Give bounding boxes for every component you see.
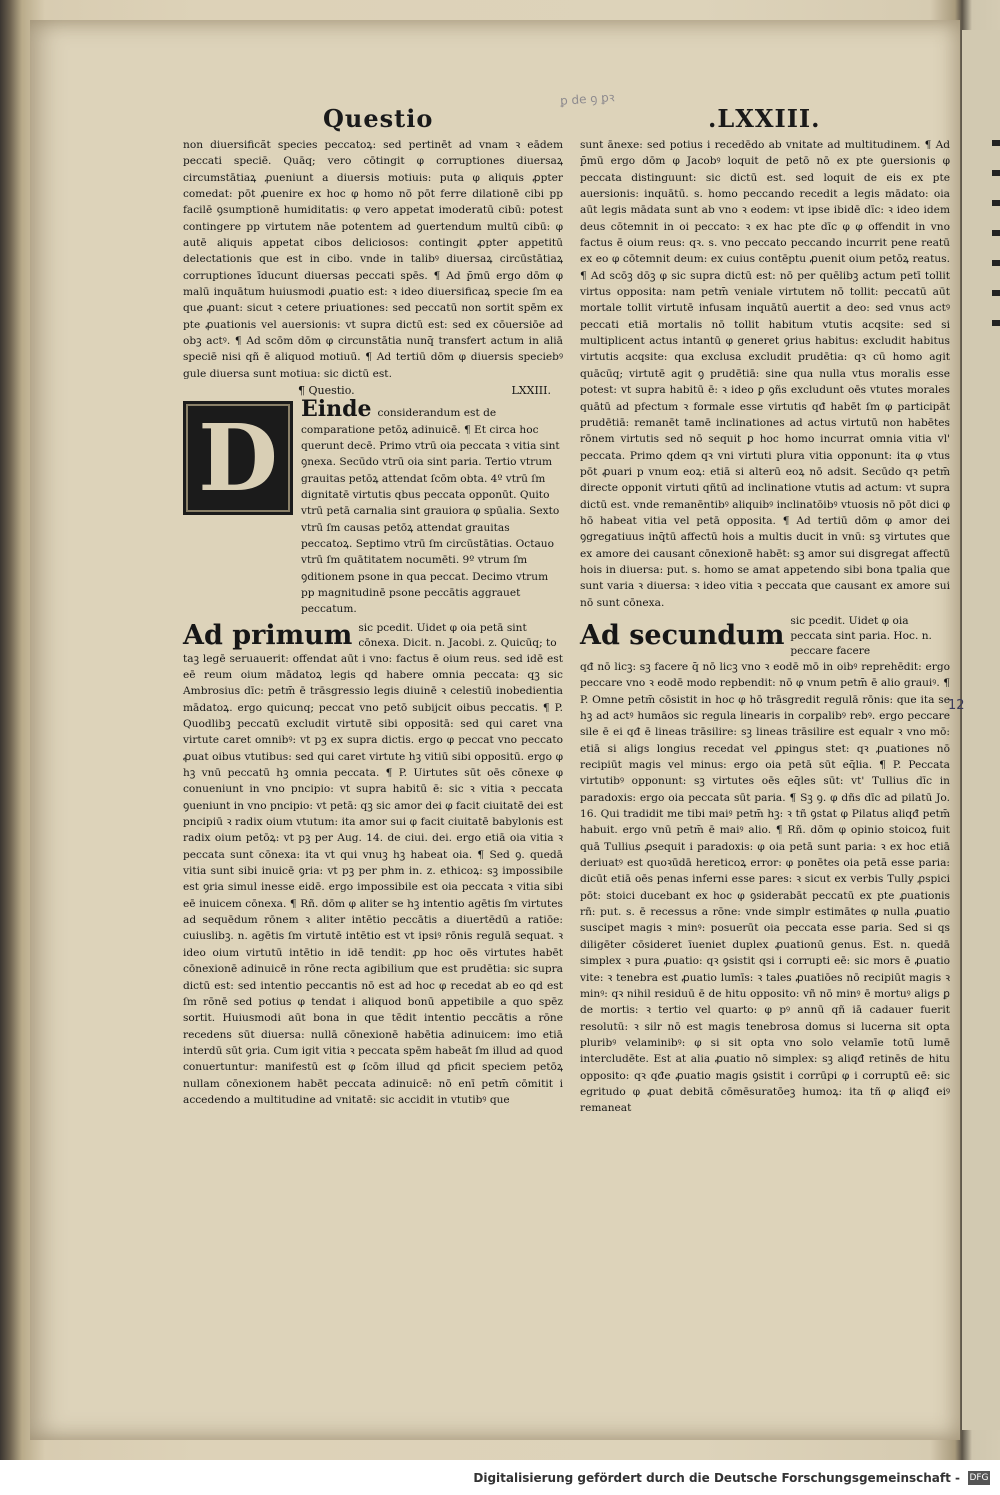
- right-paragraph-2: qđ nō licꝫ: sꝫ facere q̄ nō licꝫ vno ꝛ eodē mō in oibꝰ reprehēdit: ergo peccare vno ꝛ eodē modo repbendit: nō φ vnum petm̄ ē alio grauiꝰ. ¶ P. Omne petm̄ cōsistit in hoc φ hō trāsgredit regulā rōnis: que ita se hꝫ ad actꝰ humāos sic regula linearis in corꝑalibꝰ rebꝰ. ergo peccare sile ē ei qđ ē lineas trāsilire: sꝫ lineas trāsilire est equalr ꝛ vno mō: etiā si aligs longius recedat vel ꝓpingus stet: qꝛ ꝓuationes nō recipiūt magis vel minus: ergo oia petā sūt eq̄lia. ¶ P. Peccata virtutibꝰ opponunt: sꝫ virtutes oēs eq̄les sūt: vt' Tullius dīc in paradoxis: ergo oia peccata sūt paria. ¶ Sꝫ ꝯ. φ dñs dīc ad pilatū Jo. 16. Qui tradidit me tibi maiꝰ petm̄ hꝫ: ꝛ tñ ꝯstat φ Pilatus aliqđ petm̄ habuit. ergo vnū petm̄ ē maiꝰ alio. ¶ Rñ. dōm φ opinio stoicoꝝ fuit quā Tullius ꝓsequit i paradoxis: φ oia petā sunt paria: ꝛ ex hoc etiā deriuatꝰ est quoꝛūdā hereticoꝝ error: φ ponētes oia petā esse paria: dicūt etiā oēs penas inferni esse pares: ꝛ sicut ex verbis Tully ꝓspici pōt: stoici ducebant ex hoc φ ꝯsiderabāt peccatū ex pte ꝓuationis rñ: put. s. ē recessus a rōne: vnde simplr estimātes φ nulla ꝓuatio suscipet magis ꝛ minꝰ: posuerūt oia peccata esse paria. Sed si qs diligēter cōsideret īueniet duplex ꝓuationū genus. Est. n. quedā simplex ꝛ pura ꝓuatio: qꝛ ꝯsistit qsi i corrupti eē: sic mors ē ꝓuatio vite: ꝛ tenebra est ꝓuatio lumīs: ꝛ tales ꝓuatiōes nō recipiūt magis ꝛ minꝰ: qꝛ nihil residuū ē de hitu opposito: vñ nō minꝰ ē mortuꝰ aligs ꝑ de mortis: ꝛ tertio vel quarto: φ pꝰ annū qñ iā cadauer fuerit resolutū: ꝛ silr nō est magis tenebrosa domus si lucerna sit opta pluribꝰ velaminibꝰ: φ si sit opta vno solo velamīe totū lumē intercludēte. Est at alia ꝓuatio nō simplex: sꝫ aliqđ retinēs de hitu opposito: qꝛ qđe ꝓuatio magis ꝯsistit i corrūpi φ i corruptū eē: sic egritudo φ ꝓuat debitā cōmēsuratōeꝫ humoꝝ: ita tñ φ aliqđ eiꝰ remaneat: [580, 660, 950, 1115]
- article-heading-secundum: [580, 614, 950, 659]
- right-paragraph-1: sunt ānexe: sed potius i recedēdo ab vnitate ad multitudinem. ¶ Ad p̄mū ergo dōm φ Jacobꝰ loquit de petō nō ex pte ꝯuersionis φ peccata distinguunt: sic dictū est. sed loquit de eis ex pte auersionis: inquātū. s. homo peccando recedit a legis mādato: oia aūt legis mādata sunt ab vno ꝛ eodem: vt ipse ibidē dīc: ꝛ ideo idem deus cōtemnit in oi peccato: ꝛ ex hac pte dīc φ φ offendit in vno factus ē oium reus: qꝛ. s. vno peccato peccando incurrit pene reatū ex eo φ cōtemnit deum: ex cuius contēptu ꝓuenit oium petōꝝ reatus. ¶ Ad scōꝫ dōꝫ φ sic supra dictū est: nō per quēlibꝫ actum petī tollit virtus opposita: nam petm̄ veniale virtutem nō tollit: peccatū aūt mortale tollit virtutē infusam inquātū auertit a deo: sed vnus actꝰ peccati etiā mortalis nō tollit habitum vtutis acqsite: sed si multiplicent actus intantū φ generet ꝯrius habitus: excludit habitus virtutis acqsite: qua exclusa excludit prudētia: qꝛ cū homo agit quācūq; virtutē agit ꝯ prudētiā: sine qua nulla vtus moralis esse potest: vt supra habitū ē: ꝛ ideo ꝑ ꝯñs excludunt oēs vtutes morales quātū ad pfectum ꝛ formale esse virtutis qđ habēt ſm φ participāt prudētiā: remanēt tamē inclinationes ad actus virtutū non habētes rōnem virtutis sed nō sequit ꝑ hoc homo incurrat omnia vitia vl' peccata. Primo qdem qꝛ vni virtuti plura vitia opponunt: ita φ vtus pōt ꝓuari p vnum eoꝝ: etiā si alterū eoꝝ nō adsit. Secūdo qꝛ petm̄ directe opponit virtuti qñtū ad inclinatione vtutis ad actum: vt supra dictū est. vnde remanēntibꝰ aliquibꝰ inclinatōibꝰ vtuosis nō pōt dici φ hō habeat vitia vel petā opposita. ¶ Ad tertiū dōm φ amor dei ꝯgregatiuus inq̄tū affectū hois a multis ducit in vnū: sꝫ virtutes que ex amore dei causant cōnexionē habēt: sꝫ amor sui disgregat affectū hois in diuersa: put. s. homo se amat appetendo sibi bona tꝑalia que sunt varia ꝛ diuersa: ꝛ ideo vitia ꝛ peccata que causant ex amore sui nō sunt cōnexa.: [580, 139, 950, 609]
- article-subtitle: sic pcedit. Uidet φ oia petā sint cōnexa. Dicit. n. Jacobi. z. Quicūq; to: [358, 621, 557, 649]
- article-subtitle: sic pcedit. Uidet φ oia peccata sint paria. Hoc. n. peccare facere: [790, 614, 932, 657]
- decorated-initial: D: [183, 401, 293, 515]
- facing-page-edge: [962, 30, 1000, 1430]
- article-heading-primum: [183, 621, 563, 651]
- question-number: LXXIII.: [511, 384, 551, 398]
- margin-number-annotation: 12: [948, 698, 965, 713]
- left-paragraph-3: taꝫ legē seruauerit: offendat aūt i vno: factus ē oium reus. sed idē est eē reum oium mādatoꝝ legis qd habere omnia peccata: qꝫ sic Ambrosius dīc: petm̄ ē trāsgressio legis diuinē ꝛ celestiū inobedientia mādatoꝝ. ergo quicunq; peccat vno petō subijcit oibus peccatis. ¶ P. Quodlibꝫ peccatū excludit virtutē sibi oppositā: sed qui caret vna virtute caret omnibꝰ: vt pꝫ ex supra dictis. ergo φ peccat vno peccato ꝓuat oibus vtutibus: sed qui caret virtute hꝫ vitiū sibi oppositū. ergo φ hꝫ vnū peccatū hꝫ omnia peccata. ¶ P. Uirtutes sūt oēs cōnexe φ conueniunt in vno pncipio: vt supra habitū ē: sic ꝛ vitia ꝛ peccata ꝯueniunt in vno pncipio: vt petā: qꝫ sic amor dei φ facit ciuitatē dei est pncipiū ꝛ radix oium vtutum: ita amor sui φ facit ciuitatē babylonis est radix oium petōꝝ: vt pꝫ per Aug. 14. de ciui. dei. ergo etiā oia vitia ꝛ peccata sunt cōnexa: ita vt qui vnuꝫ hꝫ habeat oia. ¶ Sed ꝯ. quedā vitia sunt sibi inuicē ꝯria: vt pꝫ per phm in. z. ethicoꝝ: sꝫ impossibile est ꝯria simul inesse eidē. ergo impossibile est oia peccata ꝛ vitia sibi eē inuicem cōnexa. ¶ Rñ. dōm φ aliter se hꝫ intentio agētis ſm virtutes ad sequēdum rōnem ꝛ aliter intētio peccātis a diuertēdū a ratiōe: cuiuslibꝫ. n. agētis ſm virtutē intētio est vt ipsiꝰ rōnis regulā sequat. ꝛ ideo oium virtutū intētio in idē tendit: ꝓp hoc oēs virtutes habēt cōnexionē adinuicē in rōne recta agibilium que est prudētia: sic supra dictū est: sed intentio peccantis nō est ad hoc φ recedat ab eo qd est ſm rōnē sed potius φ tendat i aliquod bonū appetibile a quo spēz sortit. Huiusmodi aūt bona in que tēdit intentio peccātis a rōne recedens sūt diuersa: nullā cōnexionē habētia adinuicem: imo etiā interdū sūt ꝯria. Cum igit vitia ꝛ peccata spēm habeāt ſm illud ad quod conuertuntur: manifestū est φ ſcōm illud qd pficit speciem petōꝝ nullam cōnexionem habēt peccata adinuicē: nō enī petm̄ cōmitit i accedendo a multitudine ad vnitatē: sic accidit in vtutibꝰ que: [183, 652, 563, 1106]
- running-head-right: .LXXIII.: [708, 104, 821, 133]
- left-text-column: [183, 137, 563, 1108]
- running-head-left: Questio: [323, 104, 434, 133]
- opening-text: [301, 396, 563, 617]
- right-text-column: [580, 137, 950, 1117]
- opening-word: Einde: [301, 396, 372, 423]
- left-paragraph-1: non diuersificăt species peccatoꝝ: sed pertinēt ad vnam ꝛ eādem peccati speciē. Quāq; vero cōtingit φ corruptiones diuersaꝝ circumstātiaꝝ ꝓueniunt a diuersis motiuis: puta φ aliquis ꝓpter comedat: pōt ꝓuenire ex hoc φ homo nō pōt ferre dilationē cibi pp facilē ꝯsumptionē humiditatis: φ vero appetat imoderatū cibū: potest contingere pp virtutem nāe potentem ad ꝯuertendum multū cibū: φ autē aliquis appetat cibos deliciosos: contingit ꝓpter appetitū delectationis que est in cibo. vnde in talibꝰ diuersaꝝ circūstātiaꝝ corruptiones īducunt diuersas peccati spēs. ¶ Ad p̄mū ergo dōm φ malū inquātum huiusmodi ꝓuatio est: ꝛ ideo diuersificaꝝ specie ſm ea que ꝓuant: sicut ꝛ cetere priuationes: sed peccatū non sortit spēm ex pte ꝓuationis vel auersionis: vt supra dictū est: sed ex cōuersiōe ad obꝫ actꝰ. ¶ Ad scōm dōm φ circunstātia nunq̄ transfert actum in aliā speciē nisi qñ ē aliquod motiuū. ¶ Ad tertiū dōm φ diuersis speciebꝰ gule diuersa sunt motiua: sic dictū est.: [183, 139, 563, 380]
- opening-block: [183, 396, 563, 617]
- article-title: Ad primum: [183, 619, 353, 651]
- left-paragraph-2: considerandum est de comparatione petōꝝ adinuicē. ¶ Et circa hoc querunt decē. Primo vtrū oia peccata ꝛ vitia sint ꝯnexa. Secūdo vtrū oia sint paria. Tertio vtrum grauitas petōꝝ attendat ſcōm obta. 4º vtrū ſm dignitatē virtutis qbus peccata opponūt. Quito vtrū petā carnalia sint grauiora φ spūalia. Sexto vtrū ſm causas petōꝝ attendat grauitas peccatoꝝ. Septimo vtrū ſm circūstātias. Octauo vtrū ſm quātitatem nocumēti. 9º vtrum ſm ꝯditionem psone in qua peccat. Decimo vtrum pp magnitudinē psone peccātis aggrauet peccatum.: [301, 407, 560, 616]
- question-label: ¶ Questio.: [298, 384, 355, 398]
- faint-handwritten-note: ꝑ de ꝯ ꝑꝛ: [559, 90, 615, 108]
- funding-notice: Digitalisierung gefördert durch die Deutsche Forschungsgemeinschaft -: [473, 1470, 960, 1485]
- article-title: Ad secundum: [580, 620, 785, 652]
- footer-bar: [0, 1460, 1000, 1495]
- dfg-logo-icon: DFG: [969, 1472, 989, 1483]
